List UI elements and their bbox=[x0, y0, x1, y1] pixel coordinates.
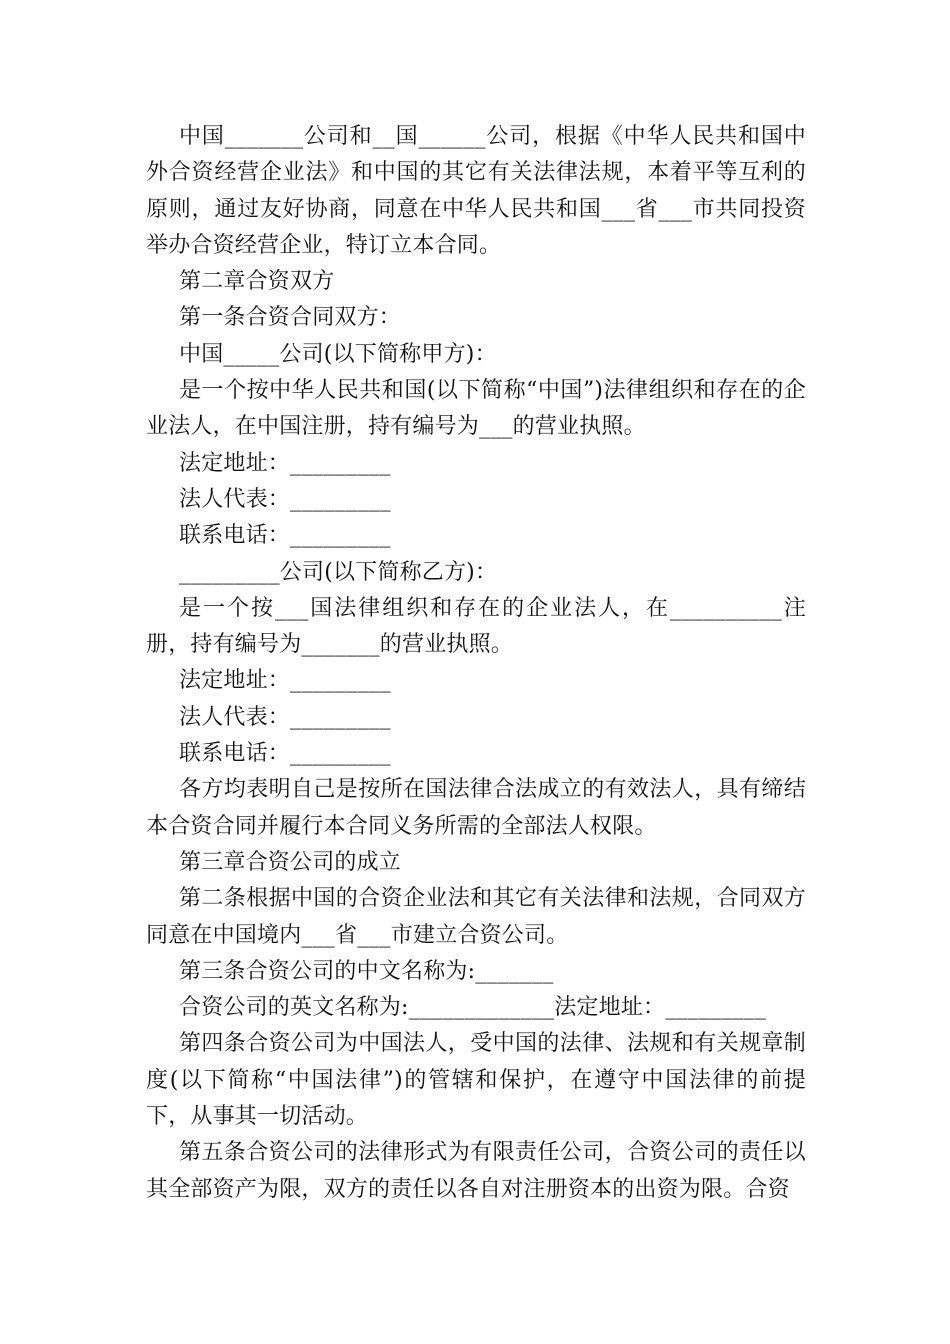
chapter-heading: 第三章合资公司的成立 bbox=[179, 849, 402, 875]
legal-status-paragraph: 各方均表明自己是按所在国法律合法成立的有效法人，具有缔结本合资合同并履行本合同义务所需的全部法人权限。 bbox=[146, 777, 806, 839]
article-paragraph: 第四条合资公司为中国法人，受中国的法律、法规和有关规章制度(以下简称“中国法律”)的管辖和保护，在遵守中国法律的前提下，从事其一切活动。 bbox=[146, 1031, 806, 1130]
party-a-representative: 法人代表：_________ bbox=[179, 486, 391, 512]
party-a-title: 中国_____公司(以下简称甲方)： bbox=[179, 341, 497, 367]
article-paragraph: 合资公司的英文名称为:_____________法定地址：_________ bbox=[179, 995, 767, 1021]
party-b-description: 是一个按___国法律组织和存在的企业法人，在__________注册，持有编号为_______的营业执照。 bbox=[146, 595, 806, 658]
article-paragraph: 第五条合资公司的法律形式为有限责任公司，合资公司的责任以其全部资产为限，双方的责任以各自对注册资本的出资为限。合资 bbox=[146, 1140, 806, 1202]
party-b-title: _________公司(以下简称乙方)： bbox=[179, 559, 498, 585]
chapter-heading: 第二章合资双方 bbox=[179, 269, 335, 295]
party-a-phone: 联系电话：_________ bbox=[179, 523, 391, 549]
party-b-address: 法定地址：_________ bbox=[179, 668, 391, 694]
article-paragraph: 第二条根据中国的合资企业法和其它有关法律和法规，合同双方同意在中国境内___省___市建立合资公司。 bbox=[146, 886, 806, 948]
article-paragraph: 第三条合资公司的中文名称为:_______ bbox=[179, 958, 554, 984]
article-heading: 第一条合资合同双方： bbox=[179, 305, 402, 331]
document-body bbox=[146, 119, 806, 1208]
party-b-representative: 法人代表：_________ bbox=[179, 704, 391, 730]
preamble-paragraph: 中国_______公司和__国______公司，根据《中华人民共和国中外合资经营企业法》和中国的其它有关法律法规，本着平等互利的原则，通过友好协商，同意在中华人民共和国___省___市共同投资举办合资经营企业，特订立本合同。 bbox=[146, 124, 806, 258]
party-b-phone: 联系电话：_________ bbox=[179, 741, 391, 767]
party-a-description: 是一个按中华人民共和国(以下简称“中国”)法律组织和存在的企业法人，在中国注册，持有编号为___的营业执照。 bbox=[146, 378, 806, 440]
party-a-address: 法定地址：_________ bbox=[179, 450, 391, 476]
